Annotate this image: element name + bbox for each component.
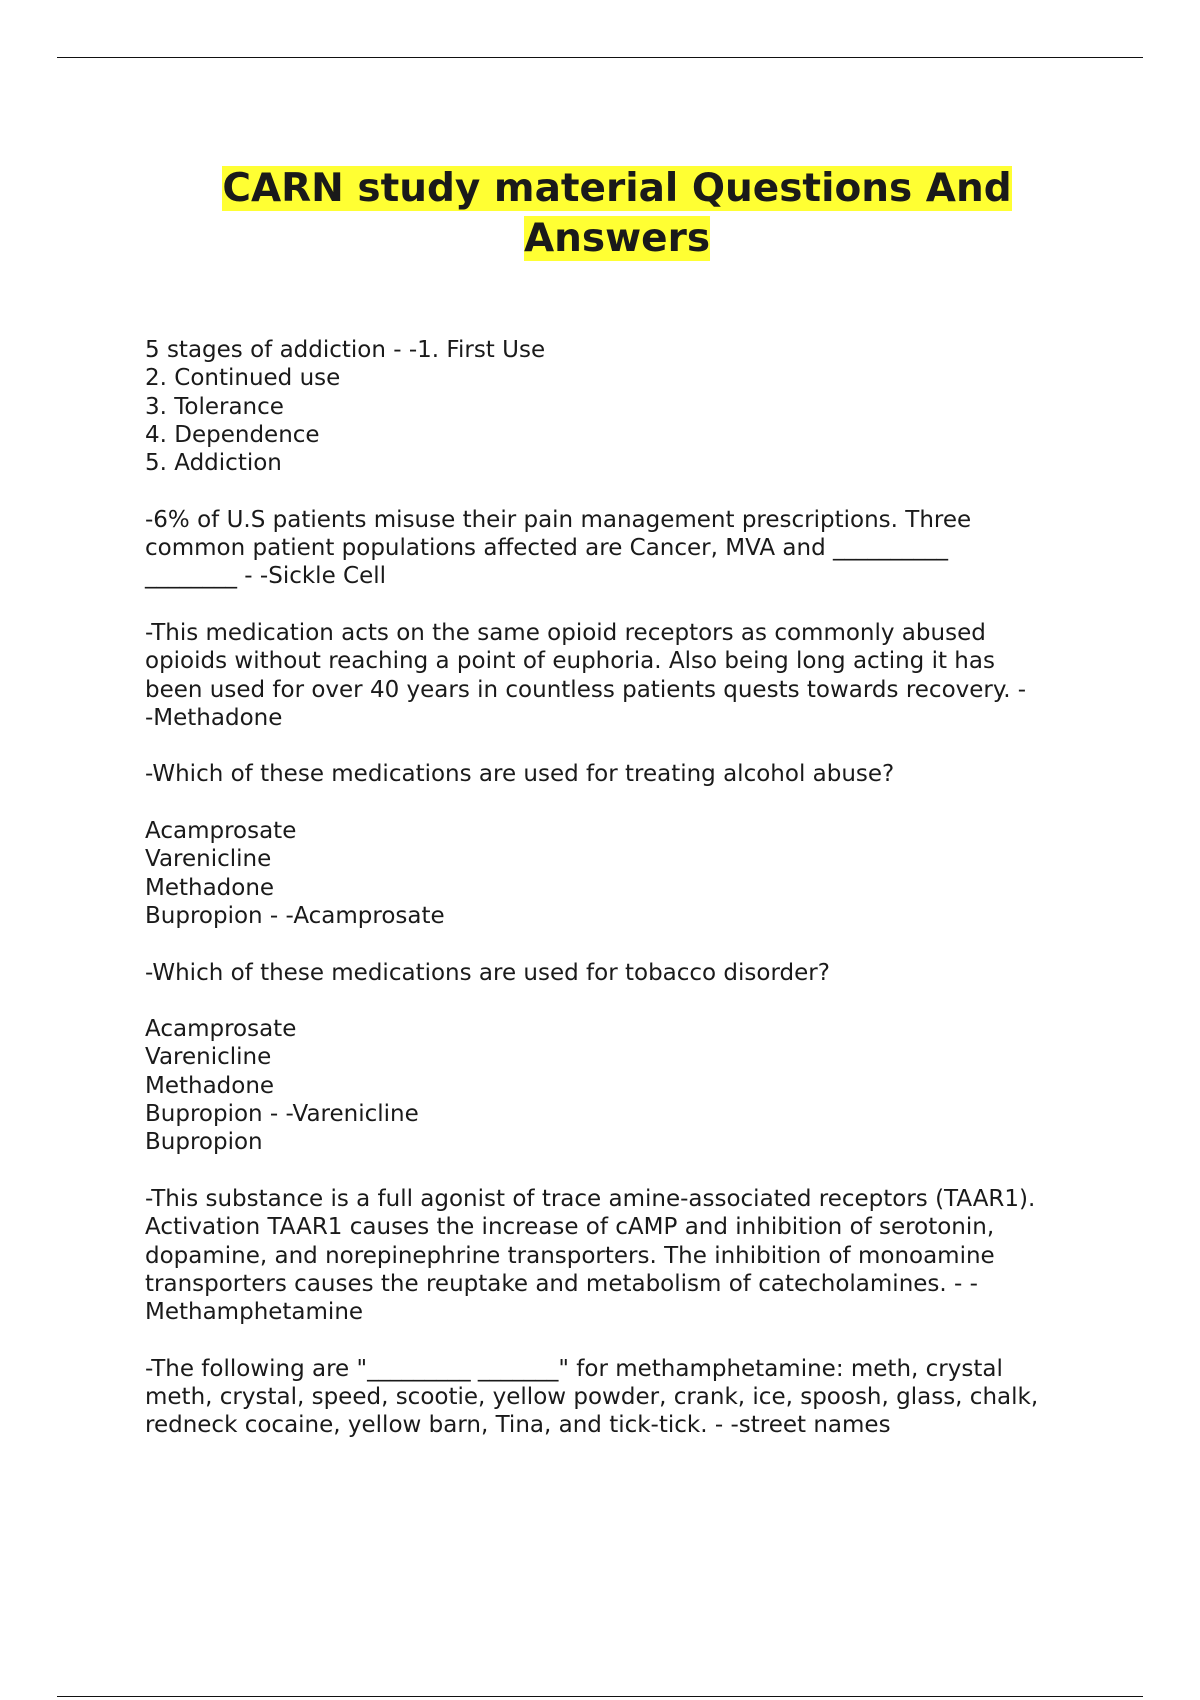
text-line: -The following are "_________ _______" for methamphetamine: meth, crystal (145, 1355, 1003, 1382)
qa-item (145, 1185, 1105, 1326)
text-line: Methadone (145, 1072, 275, 1099)
text-line: transporters causes the reuptake and metabolism of catecholamines. - - (145, 1270, 978, 1297)
qa-item (145, 506, 1105, 591)
text-line: Bupropion (145, 1129, 263, 1156)
qa-item (145, 619, 1105, 732)
blank-line (145, 789, 1105, 817)
title-line-2: Answers (523, 216, 711, 261)
text-line: Varenicline (145, 1044, 272, 1071)
text-line: 3. Tolerance (145, 393, 284, 420)
top-rule (57, 57, 1143, 58)
text-line: common patient populations affected are Cancer, MVA and __________ (145, 535, 948, 562)
page-title (0, 164, 1200, 264)
text-line: Activation TAAR1 causes the increase of cAMP and inhibition of serotonin, (145, 1214, 995, 1241)
qa-item (145, 959, 1105, 1157)
text-line: 2. Continued use (145, 365, 341, 392)
text-line: 4. Dependence (145, 421, 320, 448)
text-line: Methamphetamine (145, 1299, 364, 1326)
text-line: ________ - -Sickle Cell (145, 563, 387, 590)
text-line: -This substance is a full agonist of trace amine-associated receptors (TAAR1). (145, 1185, 1036, 1212)
text-line: meth, crystal, speed, scootie, yellow powder, crank, ice, spoosh, glass, chalk, (145, 1383, 1039, 1410)
text-line: Acamprosate (145, 1016, 297, 1043)
qa-item (145, 760, 1105, 930)
text-line: redneck cocaine, yellow barn, Tina, and tick-tick. - -street names (145, 1412, 891, 1439)
text-line: Bupropion - -Varenicline (145, 1101, 419, 1128)
text-line: Acamprosate (145, 818, 297, 845)
text-line: -6% of U.S patients misuse their pain management prescriptions. Three (145, 506, 972, 533)
qa-item (145, 1355, 1105, 1440)
text-line: opioids without reaching a point of euphoria. Also being long acting it has (145, 648, 995, 675)
text-line: Bupropion - -Acamprosate (145, 902, 445, 929)
text-line: Methadone (145, 874, 275, 901)
title-line-1: CARN study material Questions And (222, 166, 1012, 211)
blank-line (145, 987, 1105, 1015)
text-line: -This medication acts on the same opioid receptors as commonly abused (145, 619, 986, 646)
text-line: -Which of these medications are used for treating alcohol abuse? (145, 761, 895, 788)
qa-item (145, 336, 1105, 477)
text-line: -Which of these medications are used for tobacco disorder? (145, 959, 830, 986)
text-line: 5. Addiction (145, 450, 282, 477)
qa-content (145, 336, 1105, 1468)
text-line: -Methadone (145, 704, 283, 731)
bottom-rule (57, 1696, 1143, 1697)
text-line: Varenicline (145, 846, 272, 873)
text-line: been used for over 40 years in countless patients quests towards recovery. - (145, 676, 1027, 703)
text-line: dopamine, and norepinephrine transporters. The inhibition of monoamine (145, 1242, 995, 1269)
text-line: 5 stages of addiction - -1. First Use (145, 337, 546, 363)
